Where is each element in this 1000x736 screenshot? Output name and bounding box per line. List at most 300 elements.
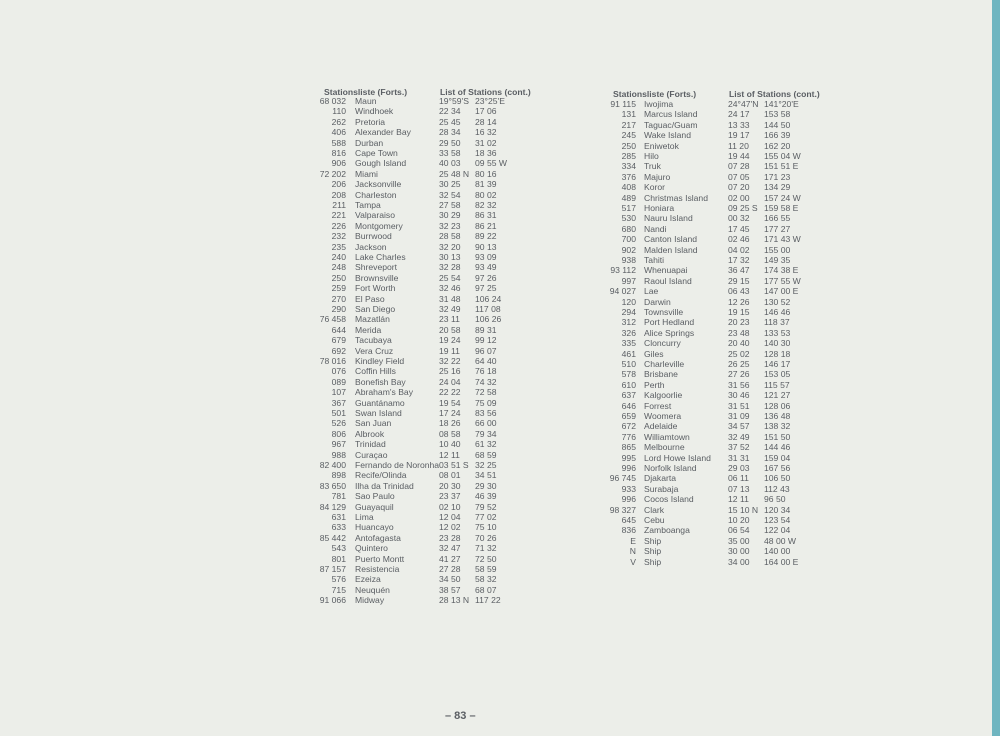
- station-name: Koror: [644, 182, 666, 193]
- station-code: 82 400: [319, 460, 346, 470]
- station-code: 68 032: [319, 96, 346, 106]
- station-code: 93 112: [610, 265, 636, 276]
- station-lat: 11 20: [728, 140, 749, 151]
- station-lat: 10 40: [439, 439, 461, 450]
- station-lat: 40 03: [439, 158, 461, 169]
- station-lat: 12 02: [439, 522, 461, 533]
- station-code: 700: [621, 234, 636, 245]
- station-name: San Diego: [355, 304, 396, 314]
- station-lat: 13 33: [728, 119, 750, 130]
- station-name: Whenuapai: [644, 265, 688, 276]
- station-code: 501: [331, 408, 346, 418]
- station-lon: 171 43 W: [764, 234, 801, 245]
- station-lon: 166 39: [764, 130, 791, 141]
- station-lat: 32 49: [439, 304, 461, 314]
- station-lon: 23°25'E: [475, 96, 505, 106]
- left-header-de: Stationsliste (Forts.): [324, 87, 408, 97]
- station-name: Alexander Bay: [355, 127, 411, 138]
- station-lat: 32 54: [439, 189, 461, 200]
- station-name: Resistencia: [355, 564, 400, 574]
- station-lat: 27 28: [439, 564, 461, 574]
- station-name: Vera Cruz: [355, 345, 394, 356]
- station-code: 250: [621, 140, 636, 151]
- station-lat: 34 57: [728, 421, 750, 432]
- station-code: 285: [621, 151, 636, 161]
- station-lat: 19 44: [728, 151, 750, 161]
- station-name: Miami: [355, 168, 378, 179]
- station-lat: 06 11: [728, 473, 749, 484]
- station-lon: 74 32: [475, 376, 497, 387]
- station-lat: 19 54: [439, 397, 461, 408]
- station-lon: 122 04: [764, 525, 791, 536]
- station-code: 85 442: [319, 532, 346, 543]
- station-code: 262: [331, 116, 346, 127]
- station-lon: 177 55 W: [764, 275, 801, 286]
- station-lat: 32 23: [439, 220, 461, 231]
- station-code: 240: [331, 252, 346, 262]
- station-name: Clark: [644, 504, 665, 515]
- station-lon: 58 32: [475, 574, 497, 585]
- station-lat: 25 02: [728, 348, 750, 359]
- station-lat: 07 20: [728, 182, 750, 193]
- station-code: 578: [621, 369, 636, 380]
- station-name: Honiara: [644, 203, 675, 213]
- station-lon: 123 54: [764, 515, 791, 525]
- station-lat: 15 10 N: [728, 504, 759, 515]
- station-lat: 25 54: [439, 272, 461, 283]
- station-lat: 24 04: [439, 376, 461, 387]
- station-name: Curaçao: [355, 449, 388, 460]
- station-name: Giles: [644, 348, 664, 359]
- station-name: Fort Worth: [355, 283, 396, 294]
- station-lat: 25 16: [439, 366, 461, 377]
- station-lon: 112 43: [764, 483, 790, 494]
- station-lon: 82 32: [475, 200, 497, 210]
- station-name: Alice Springs: [644, 327, 695, 338]
- station-name: Charleston: [355, 189, 397, 200]
- station-name: Darwin: [644, 296, 671, 307]
- station-code: 995: [621, 452, 636, 463]
- station-lon: 86 21: [475, 220, 497, 231]
- station-lon: 130 52: [764, 296, 791, 307]
- station-code: V: [630, 556, 636, 567]
- station-code: 270: [331, 293, 346, 304]
- station-lat: 28 34: [439, 127, 461, 138]
- station-lat: 32 49: [728, 431, 750, 442]
- station-lat: 29 15: [728, 275, 750, 286]
- station-name: Coffin Hills: [355, 366, 396, 377]
- station-name: Cocos Island: [644, 494, 694, 505]
- station-code: 781: [331, 491, 346, 502]
- station-lon: 117 08: [475, 304, 501, 314]
- station-lat: 18 26: [439, 418, 461, 429]
- station-code: 94 027: [609, 286, 636, 297]
- station-name: Canton Island: [644, 234, 698, 245]
- station-name: Perth: [644, 379, 665, 390]
- station-name: Hilo: [644, 151, 659, 161]
- station-name: Melbourne: [644, 442, 685, 453]
- station-lat: 30 25: [439, 179, 461, 190]
- station-name: Raoul Island: [644, 275, 692, 286]
- station-lon: 133 53: [764, 327, 791, 338]
- station-lat: 37 52: [728, 442, 750, 453]
- station-name: Wake Island: [644, 130, 691, 141]
- station-lat: 20 40: [728, 338, 750, 349]
- station-lon: 72 58: [475, 387, 497, 398]
- station-lon: 89 31: [475, 324, 497, 335]
- station-code: 645: [621, 515, 636, 525]
- station-lat: 12 04: [439, 512, 461, 522]
- station-name: Neuquén: [355, 584, 390, 595]
- station-lon: 121 27: [764, 390, 791, 401]
- station-lat: 19 11: [439, 345, 460, 356]
- station-name: Lord Howe Island: [644, 452, 711, 463]
- station-lat: 41 27: [439, 553, 461, 564]
- station-name: Ilha da Trinidad: [355, 480, 414, 491]
- station-lon: 89 22: [475, 231, 497, 242]
- station-name: Swan Island: [355, 408, 402, 418]
- station-lon: 96 50: [764, 494, 786, 505]
- station-lat: 20 30: [439, 480, 461, 491]
- station-code: 588: [331, 137, 346, 148]
- station-name: Cloncurry: [644, 338, 681, 349]
- station-lat: 23 37: [439, 491, 461, 502]
- station-code: 98 327: [609, 504, 636, 515]
- station-lat: 12 11: [728, 494, 749, 505]
- station-lon: 97 25: [475, 283, 497, 294]
- station-code: N: [629, 546, 636, 557]
- station-name: Charleville: [644, 359, 685, 369]
- station-code: 988: [331, 449, 346, 460]
- station-lat: 27 58: [439, 200, 461, 210]
- station-lat: 30 13: [439, 252, 461, 262]
- station-name: Christmas Island: [644, 192, 708, 203]
- station-name: Kalgoorlie: [644, 390, 683, 401]
- station-lon: 75 09: [475, 397, 497, 408]
- station-code: 461: [621, 348, 636, 359]
- station-lat: 32 28: [439, 262, 461, 273]
- station-lon: 155 00: [764, 244, 791, 255]
- station-name: Ship: [644, 546, 662, 557]
- station-name: Nandi: [644, 223, 667, 234]
- station-name: Ship: [644, 535, 662, 546]
- station-lon: 34 51: [475, 470, 497, 481]
- station-name: Townsville: [644, 307, 684, 317]
- station-code: 659: [621, 411, 636, 421]
- station-lat: 08 58: [439, 428, 461, 439]
- station-code: 076: [331, 366, 346, 377]
- station-name: Jackson: [355, 241, 387, 252]
- station-lat: 28 13 N: [439, 595, 470, 606]
- station-lon: 77 02: [475, 512, 497, 522]
- station-code: 83 650: [319, 480, 346, 491]
- station-code: 530: [621, 213, 636, 224]
- station-code: 78 016: [319, 356, 346, 366]
- station-lon: 80 02: [475, 189, 497, 200]
- station-lon: 09 55 W: [475, 158, 508, 169]
- station-name: Tahiti: [644, 255, 665, 265]
- station-lon: 28 14: [475, 116, 497, 127]
- station-name: Marcus Island: [644, 109, 698, 120]
- station-lon: 159 04: [764, 452, 791, 463]
- station-name: Albrook: [355, 428, 385, 439]
- station-lon: 46 39: [475, 491, 497, 502]
- station-name: Maun: [355, 96, 377, 106]
- station-name: Tampa: [355, 200, 381, 210]
- station-code: 510: [621, 359, 636, 369]
- station-lon: 146 17: [764, 359, 791, 369]
- station-code: 646: [621, 400, 636, 411]
- station-code: 902: [621, 244, 636, 255]
- station-lat: 31 31: [728, 452, 750, 463]
- station-code: 801: [331, 553, 346, 564]
- station-lon: 115 57: [764, 379, 790, 390]
- station-name: Forrest: [644, 400, 672, 411]
- station-lon: 86 31: [475, 210, 497, 221]
- station-code: 235: [331, 241, 346, 252]
- station-code: 680: [621, 223, 636, 234]
- station-name: Kindley Field: [355, 356, 405, 366]
- station-lon: 32 25: [475, 460, 497, 470]
- station-name: Pretoria: [355, 116, 386, 127]
- station-code: 84 129: [319, 501, 346, 512]
- station-lat: 17 32: [728, 255, 750, 265]
- station-lat: 02 10: [439, 501, 461, 512]
- station-code: 996: [621, 463, 636, 473]
- left-header-en: List of Stations (cont.): [440, 87, 531, 97]
- station-code: 221: [331, 210, 346, 221]
- station-lon: 144 46: [764, 442, 791, 453]
- station-name: Malden Island: [644, 244, 698, 255]
- station-name: Guayaquil: [355, 501, 394, 512]
- station-name: Ezeiza: [355, 574, 381, 585]
- station-lat: 06 54: [728, 525, 750, 536]
- station-lon: 146 46: [764, 307, 791, 317]
- station-code: 107: [331, 387, 346, 398]
- station-code: 517: [621, 203, 636, 213]
- station-lon: 68 59: [475, 449, 497, 460]
- station-name: Taguac/Guam: [644, 119, 698, 130]
- station-code: 489: [621, 192, 636, 203]
- station-code: 367: [331, 397, 346, 408]
- station-code: 089: [331, 376, 346, 387]
- station-code: 997: [621, 275, 636, 286]
- station-lon: 171 23: [764, 171, 791, 182]
- station-code: 245: [621, 130, 636, 141]
- station-code: 76 458: [319, 314, 346, 325]
- station-code: 996: [621, 494, 636, 505]
- station-lat: 25 45: [439, 116, 461, 127]
- station-name: Gough Island: [355, 158, 407, 169]
- station-code: 526: [331, 418, 346, 429]
- station-lon: 93 09: [475, 252, 497, 262]
- station-code: 644: [331, 324, 346, 335]
- station-lat: 35 00: [728, 535, 750, 546]
- station-code: 576: [331, 574, 346, 585]
- station-lon: 151 50: [764, 431, 791, 442]
- station-lon: 80 16: [475, 168, 497, 179]
- station-lat: 30 29: [439, 210, 461, 221]
- station-lon: 128 18: [764, 348, 791, 359]
- station-lat: 33 58: [439, 148, 461, 158]
- station-lon: 134 29: [764, 182, 791, 193]
- station-code: 836: [621, 525, 636, 536]
- station-name: Mazatlán: [355, 314, 390, 325]
- station-code: 226: [331, 220, 346, 231]
- station-lon: 72 50: [475, 553, 497, 564]
- page-edge: [992, 0, 1000, 736]
- station-name: Shreveport: [355, 262, 398, 273]
- station-name: Bonefish Bay: [355, 376, 406, 387]
- station-lon: 117 22: [475, 595, 501, 606]
- station-name: Lae: [644, 286, 659, 297]
- station-name: Majuro: [644, 171, 671, 182]
- station-name: Ship: [644, 556, 662, 567]
- station-lat: 17 24: [439, 408, 461, 418]
- station-name: Williamtown: [644, 431, 690, 442]
- station-code: 290: [331, 304, 346, 314]
- station-lat: 09 25 S: [728, 203, 758, 213]
- right-header-en: List of Stations (cont.): [729, 89, 820, 99]
- station-lat: 07 05: [728, 171, 750, 182]
- station-lon: 99 12: [475, 335, 497, 346]
- station-code: 87 157: [319, 564, 346, 574]
- station-name: Woomera: [644, 411, 682, 421]
- station-code: 326: [621, 327, 636, 338]
- station-code: 967: [331, 439, 346, 450]
- station-lon: 75 10: [475, 522, 497, 533]
- station-name: Lake Charles: [355, 252, 406, 262]
- station-code: 334: [621, 161, 636, 172]
- station-lon: 93 49: [475, 262, 497, 273]
- station-lat: 12 11: [439, 449, 460, 460]
- station-name: Trinidad: [355, 439, 386, 450]
- station-code: 312: [621, 317, 636, 328]
- station-name: Zamboanga: [644, 525, 690, 536]
- station-lon: 17 06: [475, 106, 497, 117]
- station-lon: 106 26: [475, 314, 502, 325]
- station-code: 610: [621, 379, 636, 390]
- station-lat: 07 28: [728, 161, 750, 172]
- station-lat: 19 17: [728, 130, 750, 141]
- station-code: 217: [621, 119, 636, 130]
- station-name: Puerto Montt: [355, 553, 405, 564]
- station-code: 637: [621, 390, 636, 401]
- station-lat: 23 28: [439, 532, 461, 543]
- station-lon: 162 20: [764, 140, 791, 151]
- station-lon: 29 30: [475, 480, 497, 491]
- station-name: Iwojima: [644, 99, 674, 109]
- station-lat: 28 58: [439, 231, 461, 242]
- station-code: 250: [331, 272, 346, 283]
- station-lat: 12 26: [728, 296, 750, 307]
- station-code: 232: [331, 231, 346, 242]
- station-lon: 31 02: [475, 137, 497, 148]
- station-code: 776: [621, 431, 636, 442]
- page-number: – 83 –: [445, 710, 476, 722]
- station-lat: 10 20: [728, 515, 750, 525]
- station-lon: 155 04 W: [764, 151, 801, 161]
- station-lon: 151 51 E: [764, 161, 799, 172]
- station-name: Valparaiso: [355, 210, 395, 221]
- station-code: E: [630, 535, 636, 546]
- station-lat: 31 09: [728, 411, 750, 421]
- station-lon: 81 39: [475, 179, 497, 190]
- station-lon: 141°20'E: [764, 99, 799, 109]
- station-lat: 31 56: [728, 379, 750, 390]
- station-lat: 38 57: [439, 584, 461, 595]
- station-lat: 23 48: [728, 327, 750, 338]
- station-lat: 02 46: [728, 234, 750, 245]
- station-name: Merida: [355, 324, 382, 335]
- station-code: 248: [331, 262, 346, 273]
- station-code: 806: [331, 428, 346, 439]
- station-code: 406: [331, 127, 346, 138]
- station-code: 335: [621, 338, 636, 349]
- station-name: Surabaja: [644, 483, 679, 494]
- right-header-de: Stationsliste (Forts.): [613, 89, 697, 99]
- station-code: 408: [621, 182, 636, 193]
- station-lon: 153 58: [764, 109, 791, 120]
- station-lon: 70 26: [475, 532, 497, 543]
- station-code: 906: [331, 158, 346, 169]
- station-name: Durban: [355, 137, 384, 148]
- station-code: 208: [331, 189, 346, 200]
- station-lon: 147 00 E: [764, 286, 799, 297]
- station-lon: 76 18: [475, 366, 497, 377]
- station-lon: 164 00 E: [764, 556, 799, 567]
- station-lat: 02 00: [728, 192, 750, 203]
- station-lat: 20 58: [439, 324, 461, 335]
- station-code: 816: [331, 148, 346, 158]
- station-name: Windhoek: [355, 106, 394, 117]
- station-lat: 19°59'S: [439, 96, 469, 106]
- station-lat: 34 50: [439, 574, 461, 585]
- station-lon: 83 56: [475, 408, 497, 418]
- station-lat: 00 32: [728, 213, 750, 224]
- station-name: Eniwetok: [644, 140, 679, 151]
- station-name: Huancayo: [355, 522, 394, 533]
- station-name: Recife/Olinda: [355, 470, 407, 481]
- station-code: 692: [331, 345, 346, 356]
- station-lat: 08 01: [439, 470, 461, 481]
- station-name: Truk: [644, 161, 661, 172]
- station-lon: 128 06: [764, 400, 791, 411]
- station-lon: 64 40: [475, 356, 497, 366]
- station-code: 865: [621, 442, 636, 453]
- station-lat: 36 47: [728, 265, 750, 276]
- station-name: Cape Town: [355, 148, 398, 158]
- station-code: 120: [621, 296, 636, 307]
- station-lat: 34 00: [728, 556, 750, 567]
- station-name: Port Hedland: [644, 317, 695, 328]
- station-name: Midway: [355, 595, 385, 606]
- station-name: Cebu: [644, 515, 665, 525]
- station-lon: 96 07: [475, 345, 497, 356]
- station-lon: 106 24: [475, 293, 502, 304]
- station-lon: 71 32: [475, 543, 497, 554]
- station-name: Brownsville: [355, 272, 399, 283]
- station-code: 672: [621, 421, 636, 432]
- station-lat: 32 47: [439, 543, 461, 554]
- station-lon: 90 13: [475, 241, 497, 252]
- station-lat: 30 46: [728, 390, 750, 401]
- station-name: Nauru Island: [644, 213, 693, 224]
- station-lat: 32 20: [439, 241, 461, 252]
- station-name: Fernando de Noronha: [355, 460, 440, 470]
- station-code: 543: [331, 543, 346, 554]
- station-lon: 79 34: [475, 428, 497, 439]
